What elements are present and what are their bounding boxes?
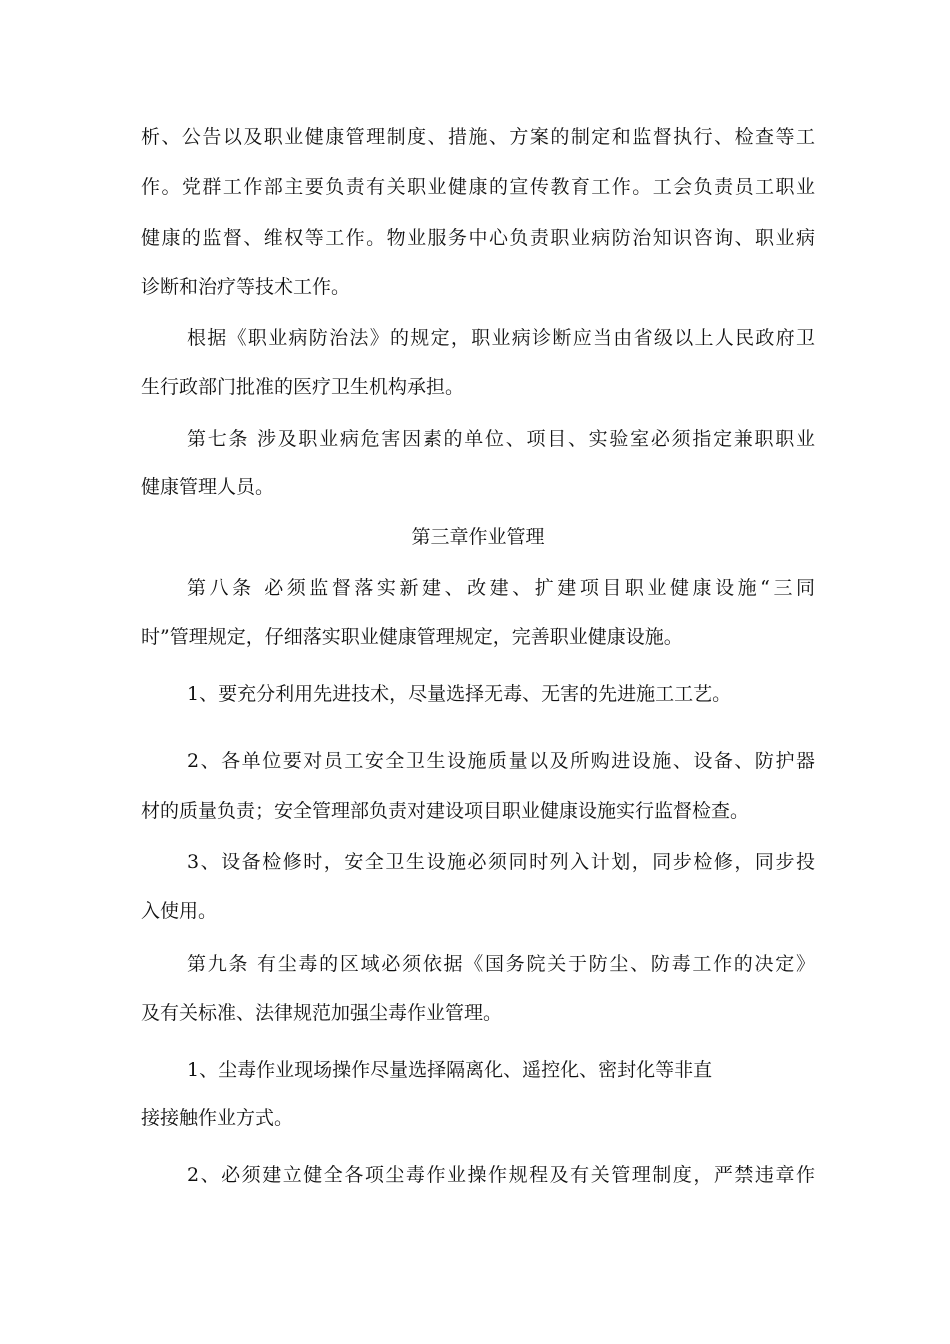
article-8-line-1: 第八条 必须监督落实新建、改建、扩建项目职业健康设施“三同	[187, 577, 815, 599]
text-line-5: 根据《职业病防治法》的规定，职业病诊断应当由省级以上人民政府卫	[187, 327, 815, 349]
item-9-1-line-2: 接接触作业方式。	[141, 1107, 294, 1129]
text-line-6: 生行政部门批准的医疗卫生机构承担。	[141, 376, 465, 398]
item-1-line-1: 1、要充分利用先进技术，尽量选择无毒、无害的先进施工工艺。	[187, 683, 732, 705]
text-line-1: 析、公告以及职业健康管理制度、措施、方案的制定和监督执行、检查等工	[141, 126, 815, 148]
item-2-line-2: 材的质量负责；安全管理部负责对建设项目职业健康设施实行监督检查。	[141, 800, 750, 822]
article-7-line-2: 健康管理人员。	[141, 476, 275, 498]
item-9-1-line-1: 1、尘毒作业现场操作尽量选择隔离化、遥控化、密封化等非直	[187, 1059, 713, 1081]
article-9-line-1: 第九条 有尘毒的区域必须依据《国务院关于防尘、防毒工作的决定》	[187, 953, 815, 975]
article-7-line-1: 第七条 涉及职业病危害因素的单位、项目、实验室必须指定兼职职业	[187, 428, 815, 450]
item-2-line-1: 2、各单位要对员工安全卫生设施质量以及所购进设施、设备、防护器	[187, 750, 815, 772]
article-9-line-2: 及有关标准、法律规范加强尘毒作业管理。	[141, 1002, 503, 1024]
chapter-heading: 第三章作业管理	[411, 526, 545, 548]
item-9-2-line-1: 2、必须建立健全各项尘毒作业操作规程及有关管理制度，严禁违章作	[187, 1164, 815, 1186]
text-line-4: 诊断和治疗等技术工作。	[141, 276, 351, 298]
text-line-2: 作。党群工作部主要负责有关职业健康的宣传教育工作。工会负责员工职业	[141, 176, 815, 198]
item-3-line-1: 3、设备检修时，安全卫生设施必须同时列入计划，同步检修，同步投	[187, 851, 815, 873]
item-3-line-2: 入使用。	[141, 900, 218, 922]
article-8-line-2: 时”管理规定，仔细落实职业健康管理规定，完善职业健康设施。	[141, 626, 683, 648]
text-line-3: 健康的监督、维权等工作。物业服务中心负责职业病防治知识咨询、职业病	[141, 227, 815, 249]
